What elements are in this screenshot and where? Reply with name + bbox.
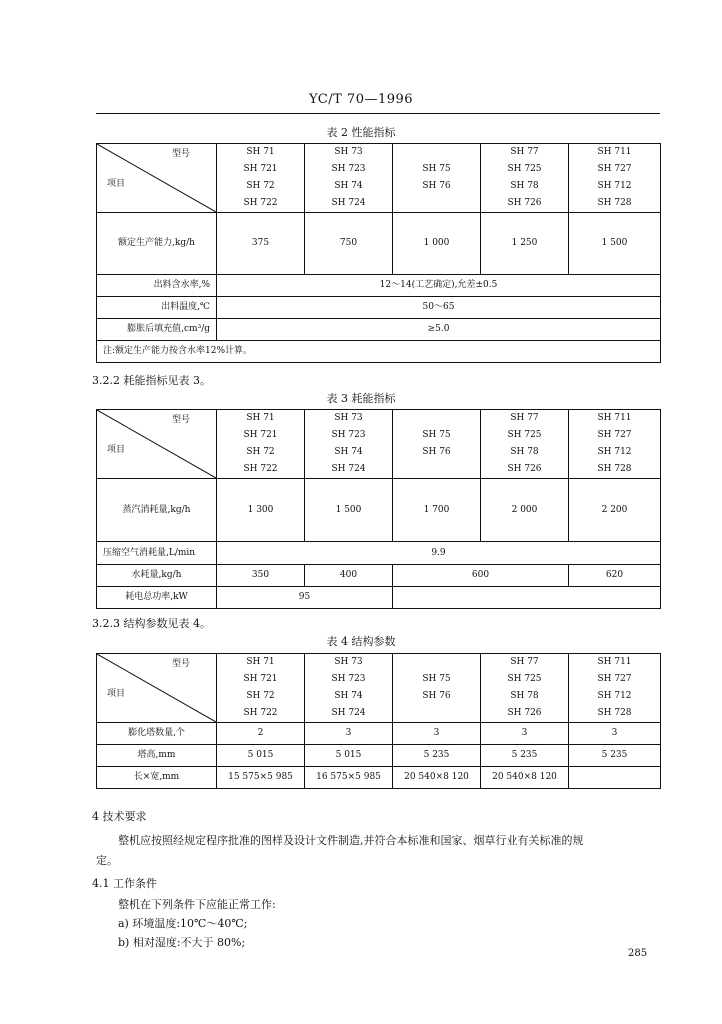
table-cell: 400: [305, 565, 393, 587]
table2-row-fill: [97, 319, 661, 341]
table-cell: 50～65: [217, 297, 661, 319]
table4-row-height: [97, 745, 661, 767]
row-label: 膨化塔数量,个: [97, 723, 217, 745]
header-rule: [96, 113, 660, 114]
table2-col-1: SH 71 SH 721 SH 72 SH 722: [217, 144, 305, 213]
table-cell-empty: [393, 587, 661, 609]
table-cell: 1 250: [481, 213, 569, 275]
table4-header-model: 型号: [171, 659, 190, 669]
table4-col-4: SH 77 SH 725 SH 78 SH 726: [481, 654, 569, 723]
table-cell: 3: [393, 723, 481, 745]
section-4-1-heading: 4.1 工作条件: [92, 877, 157, 890]
table2-col-2: SH 73 SH 723 SH 74 SH 724: [305, 144, 393, 213]
table4-caption: 表 4 结构参数: [326, 635, 396, 648]
section-4-heading: 4 技术要求: [92, 810, 147, 823]
table-cell: 3: [481, 723, 569, 745]
table4: [96, 653, 661, 789]
table2-note: 注:额定生产能力按含水率12%计算。: [97, 341, 661, 363]
table2: [96, 143, 661, 363]
table-cell: 3: [569, 723, 661, 745]
table-cell: 15 575×5 985: [217, 767, 305, 789]
row-label: 额定生产能力,kg/h: [97, 213, 217, 275]
table4-diagonal-header: [97, 654, 217, 723]
table-cell: 600: [393, 565, 569, 587]
row-label: 出料含水率,%: [97, 275, 217, 297]
table2-diagonal-header: [97, 144, 217, 213]
table-cell: 95: [217, 587, 393, 609]
paragraph-4-1: 整机在下列条件下应能正常工作:: [118, 898, 276, 911]
table3-col-4: SH 77 SH 725 SH 78 SH 726: [481, 410, 569, 479]
table4-col-5: SH 711 SH 727 SH 712 SH 728: [569, 654, 661, 723]
table-cell: 1 700: [393, 479, 481, 542]
table-cell: 16 575×5 985: [305, 767, 393, 789]
table-cell: 20 540×8 120: [393, 767, 481, 789]
table-cell: 3: [305, 723, 393, 745]
table-cell: 5 235: [569, 745, 661, 767]
table2-col-5: SH 711 SH 727 SH 712 SH 728: [569, 144, 661, 213]
table-cell: 2: [217, 723, 305, 745]
table3-col-5: SH 711 SH 727 SH 712 SH 728: [569, 410, 661, 479]
row-label: 压缩空气消耗量,L/min: [97, 542, 217, 565]
row-label: 塔高,mm: [97, 745, 217, 767]
table-cell: 5 235: [393, 745, 481, 767]
table4-col-1: SH 71 SH 721 SH 72 SH 722: [217, 654, 305, 723]
table2-col-4: SH 77 SH 725 SH 78 SH 726: [481, 144, 569, 213]
table3-col-1: SH 71 SH 721 SH 72 SH 722: [217, 410, 305, 479]
table-cell: 5 015: [305, 745, 393, 767]
table3: [96, 409, 661, 609]
paragraph-4-line2: 定。: [96, 854, 118, 867]
row-label: 水耗量,kg/h: [97, 565, 217, 587]
table-cell: 9.9: [217, 542, 661, 565]
table3-col-3: SH 75 SH 76: [393, 410, 481, 479]
page-number: 285: [628, 948, 648, 959]
standard-code: YC/T 70—1996: [308, 92, 414, 107]
table2-row-moisture: [97, 275, 661, 297]
table4-row-size: [97, 767, 661, 789]
table-cell: 5 015: [217, 745, 305, 767]
table2-caption: 表 2 性能指标: [326, 126, 396, 139]
row-label: 膨胀后填充值,cm³/g: [97, 319, 217, 341]
row-label: 出料温度,℃: [97, 297, 217, 319]
table3-diagonal-header: [97, 410, 217, 479]
table2-note-row: [97, 341, 661, 363]
row-label: 耗电总功率,kW: [97, 587, 217, 609]
row-label: 长×宽,mm: [97, 767, 217, 789]
table3-row-air: [97, 542, 661, 565]
table2-row-temp: [97, 297, 661, 319]
paragraph-4-line1: 整机应按照经规定程序批准的图样及设计文件制造,并符合本标准和国家、烟草行业有关标准的规: [118, 834, 584, 847]
table4-header-item: 项目: [107, 689, 126, 699]
table-cell: 1 300: [217, 479, 305, 542]
table3-caption: 表 3 耗能指标: [326, 392, 396, 405]
table4-row-towers: [97, 723, 661, 745]
table4-col-2: SH 73 SH 723 SH 74 SH 724: [305, 654, 393, 723]
section-3-2-3: 3.2.3 结构参数见表 4。: [92, 617, 211, 630]
table2-header-model: 型号: [171, 149, 190, 159]
table3-row-water: [97, 565, 661, 587]
table2-header-item: 项目: [107, 179, 126, 189]
table-cell: 20 540×8 120: [481, 767, 569, 789]
table-cell: 2 200: [569, 479, 661, 542]
table-cell: ≥5.0: [217, 319, 661, 341]
table-cell: 1 500: [305, 479, 393, 542]
list-item-b: b) 相对湿度:不大于 80%;: [118, 936, 246, 949]
table3-header-model: 型号: [171, 415, 190, 425]
section-3-2-2: 3.2.2 耗能指标见表 3。: [92, 374, 211, 387]
table-cell: 375: [217, 213, 305, 275]
table3-row-power: [97, 587, 661, 609]
table-cell: 750: [305, 213, 393, 275]
table2-row-capacity: [97, 213, 661, 275]
table-cell: 5 235: [481, 745, 569, 767]
list-item-a: a) 环境温度:10℃～40℃;: [118, 917, 248, 930]
table4-col-3: SH 75 SH 76: [393, 654, 481, 723]
row-label: 蒸汽消耗量,kg/h: [97, 479, 217, 542]
table-cell: 2 000: [481, 479, 569, 542]
table-cell: 1 000: [393, 213, 481, 275]
table-cell: 620: [569, 565, 661, 587]
table3-row-steam: [97, 479, 661, 542]
table3-col-2: SH 73 SH 723 SH 74 SH 724: [305, 410, 393, 479]
table2-col-3: SH 75 SH 76: [393, 144, 481, 213]
table-cell: 1 500: [569, 213, 661, 275]
table-cell: 12～14(工艺确定),允差±0.5: [217, 275, 661, 297]
table3-header-item: 项目: [107, 445, 126, 455]
table-cell: [569, 767, 661, 789]
table-cell: 350: [217, 565, 305, 587]
